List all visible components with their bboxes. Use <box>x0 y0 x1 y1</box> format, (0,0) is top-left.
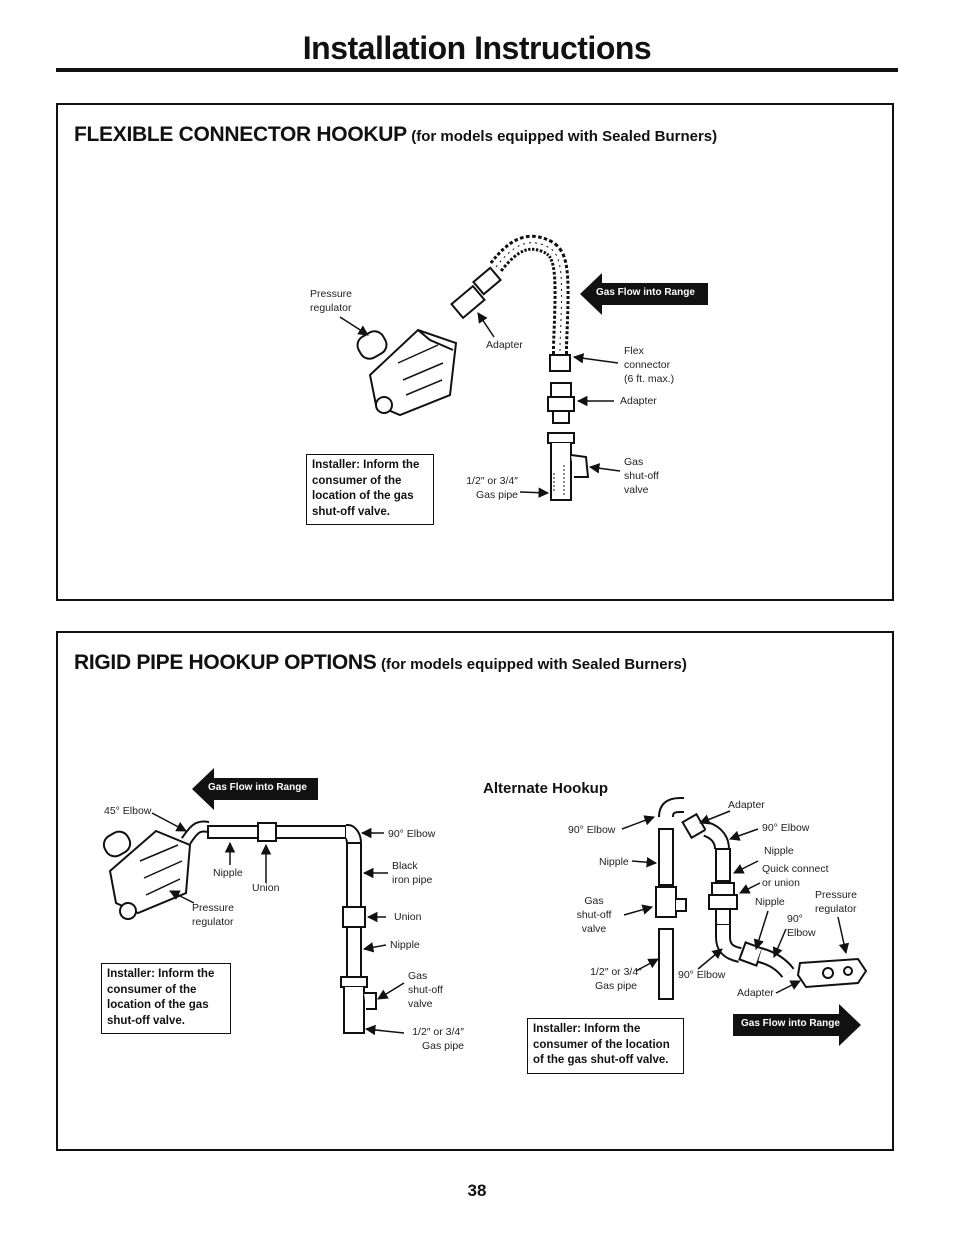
label-adapter-top: Adapter <box>486 339 523 351</box>
flexible-connector-panel <box>56 103 894 601</box>
adapter-bottom-icon <box>548 383 574 423</box>
label-gas-pipe-rigid: 1/2″ or 3/4″ Gas pipe <box>412 1026 464 1052</box>
union-right-icon <box>343 907 365 927</box>
label-elbow-90: 90° Elbow <box>388 828 436 840</box>
label-alt-pressure-regulator: Pressure regulator <box>815 889 858 915</box>
label-nipple-left: Nipple <box>213 867 243 879</box>
label-gas-pipe: 1/2″ or 3/4″ Gas pipe <box>466 475 518 501</box>
label-nipple-right: Nipple <box>390 939 420 951</box>
installer-note-standard: Installer: Inform the consumer of the location of the gas shut-off valve. <box>101 963 231 1034</box>
installer-note: Installer: Inform the consumer of the location of the gas shut-off valve. <box>306 454 434 525</box>
pressure-regulator-icon <box>354 328 456 415</box>
label-black-iron-pipe: Black iron pipe <box>392 860 433 886</box>
black-iron-pipe-icon <box>276 826 346 838</box>
standard-shutoff-icon <box>341 977 376 1033</box>
label-adapter-bottom: Adapter <box>620 395 657 407</box>
label-alt-elbow-90-lower: 90° Elbow <box>787 913 816 939</box>
label-gas-shutoff: Gas shut-off valve <box>624 456 659 496</box>
gas-flow-arrow-standard: Gas Flow into Range <box>192 768 318 810</box>
nipple-right-icon <box>347 927 361 977</box>
flexible-connector-diagram <box>58 105 896 603</box>
gas-flow-arrow: Gas Flow into Range <box>580 273 708 315</box>
adapter-icon <box>451 268 500 318</box>
union-icon <box>258 823 276 841</box>
alternate-hookup-heading: Alternate Hookup <box>483 780 609 797</box>
label-alt-nipple-left: Nipple <box>764 845 794 857</box>
label-gas-shutoff-rigid: Gas shut-off valve <box>408 970 443 1010</box>
gas-flow-arrow-alternate: Gas Flow into Range <box>733 1004 861 1046</box>
flexible-heading-sub: (for models equipped with Sealed Burners) <box>411 128 718 145</box>
label-union-right: Union <box>394 911 422 923</box>
label-alt-elbow-90-left: 90° Elbow <box>568 824 616 836</box>
label-flex-connector: Flex connector (6 ft. max.) <box>624 345 675 385</box>
flexible-heading-main: FLEXIBLE CONNECTOR HOOKUP <box>74 123 407 146</box>
page-number: 38 <box>467 1181 487 1200</box>
standard-regulator-icon <box>100 828 190 919</box>
title-rule <box>56 68 898 72</box>
gas-shutoff-valve-icon <box>548 433 588 503</box>
label-pressure-regulator-rigid: Pressure regulator <box>192 902 235 928</box>
label-alt-gas-pipe: 1/2″ or 3/4″ Gas pipe <box>590 966 642 992</box>
label-elbow-45: 45° Elbow <box>104 805 152 817</box>
label-pressure-regulator: Pressure regulator <box>310 288 353 314</box>
label-alt-elbow-90-right: 90° Elbow <box>762 822 810 834</box>
label-union-left: Union <box>252 882 280 894</box>
installer-note-alternate: Installer: Inform the consumer of the location of the gas shut-off valve. <box>527 1018 684 1074</box>
label-alt-nipple-upper: Nipple <box>599 856 629 868</box>
rigid-heading-main: RIGID PIPE HOOKUP OPTIONS <box>74 651 377 674</box>
label-alt-gas-shutoff: Gas shut-off valve <box>576 895 612 935</box>
rigid-heading-sub: (for models equipped with Sealed Burners) <box>380 656 687 673</box>
rigid-pipe-diagram <box>58 633 896 1153</box>
label-alt-elbow-90-bottom: 90° Elbow <box>678 969 726 981</box>
nipple-icon <box>208 826 258 838</box>
label-alt-adapter-bottom: Adapter <box>737 987 774 999</box>
rigid-pipe-panel <box>56 631 894 1151</box>
page-title: Installation Instructions <box>302 30 652 66</box>
label-alt-quick-connect: Quick connect or union <box>762 863 829 889</box>
label-alt-nipple-lower: Nipple <box>755 896 785 908</box>
label-alt-adapter-top: Adapter <box>728 799 765 811</box>
